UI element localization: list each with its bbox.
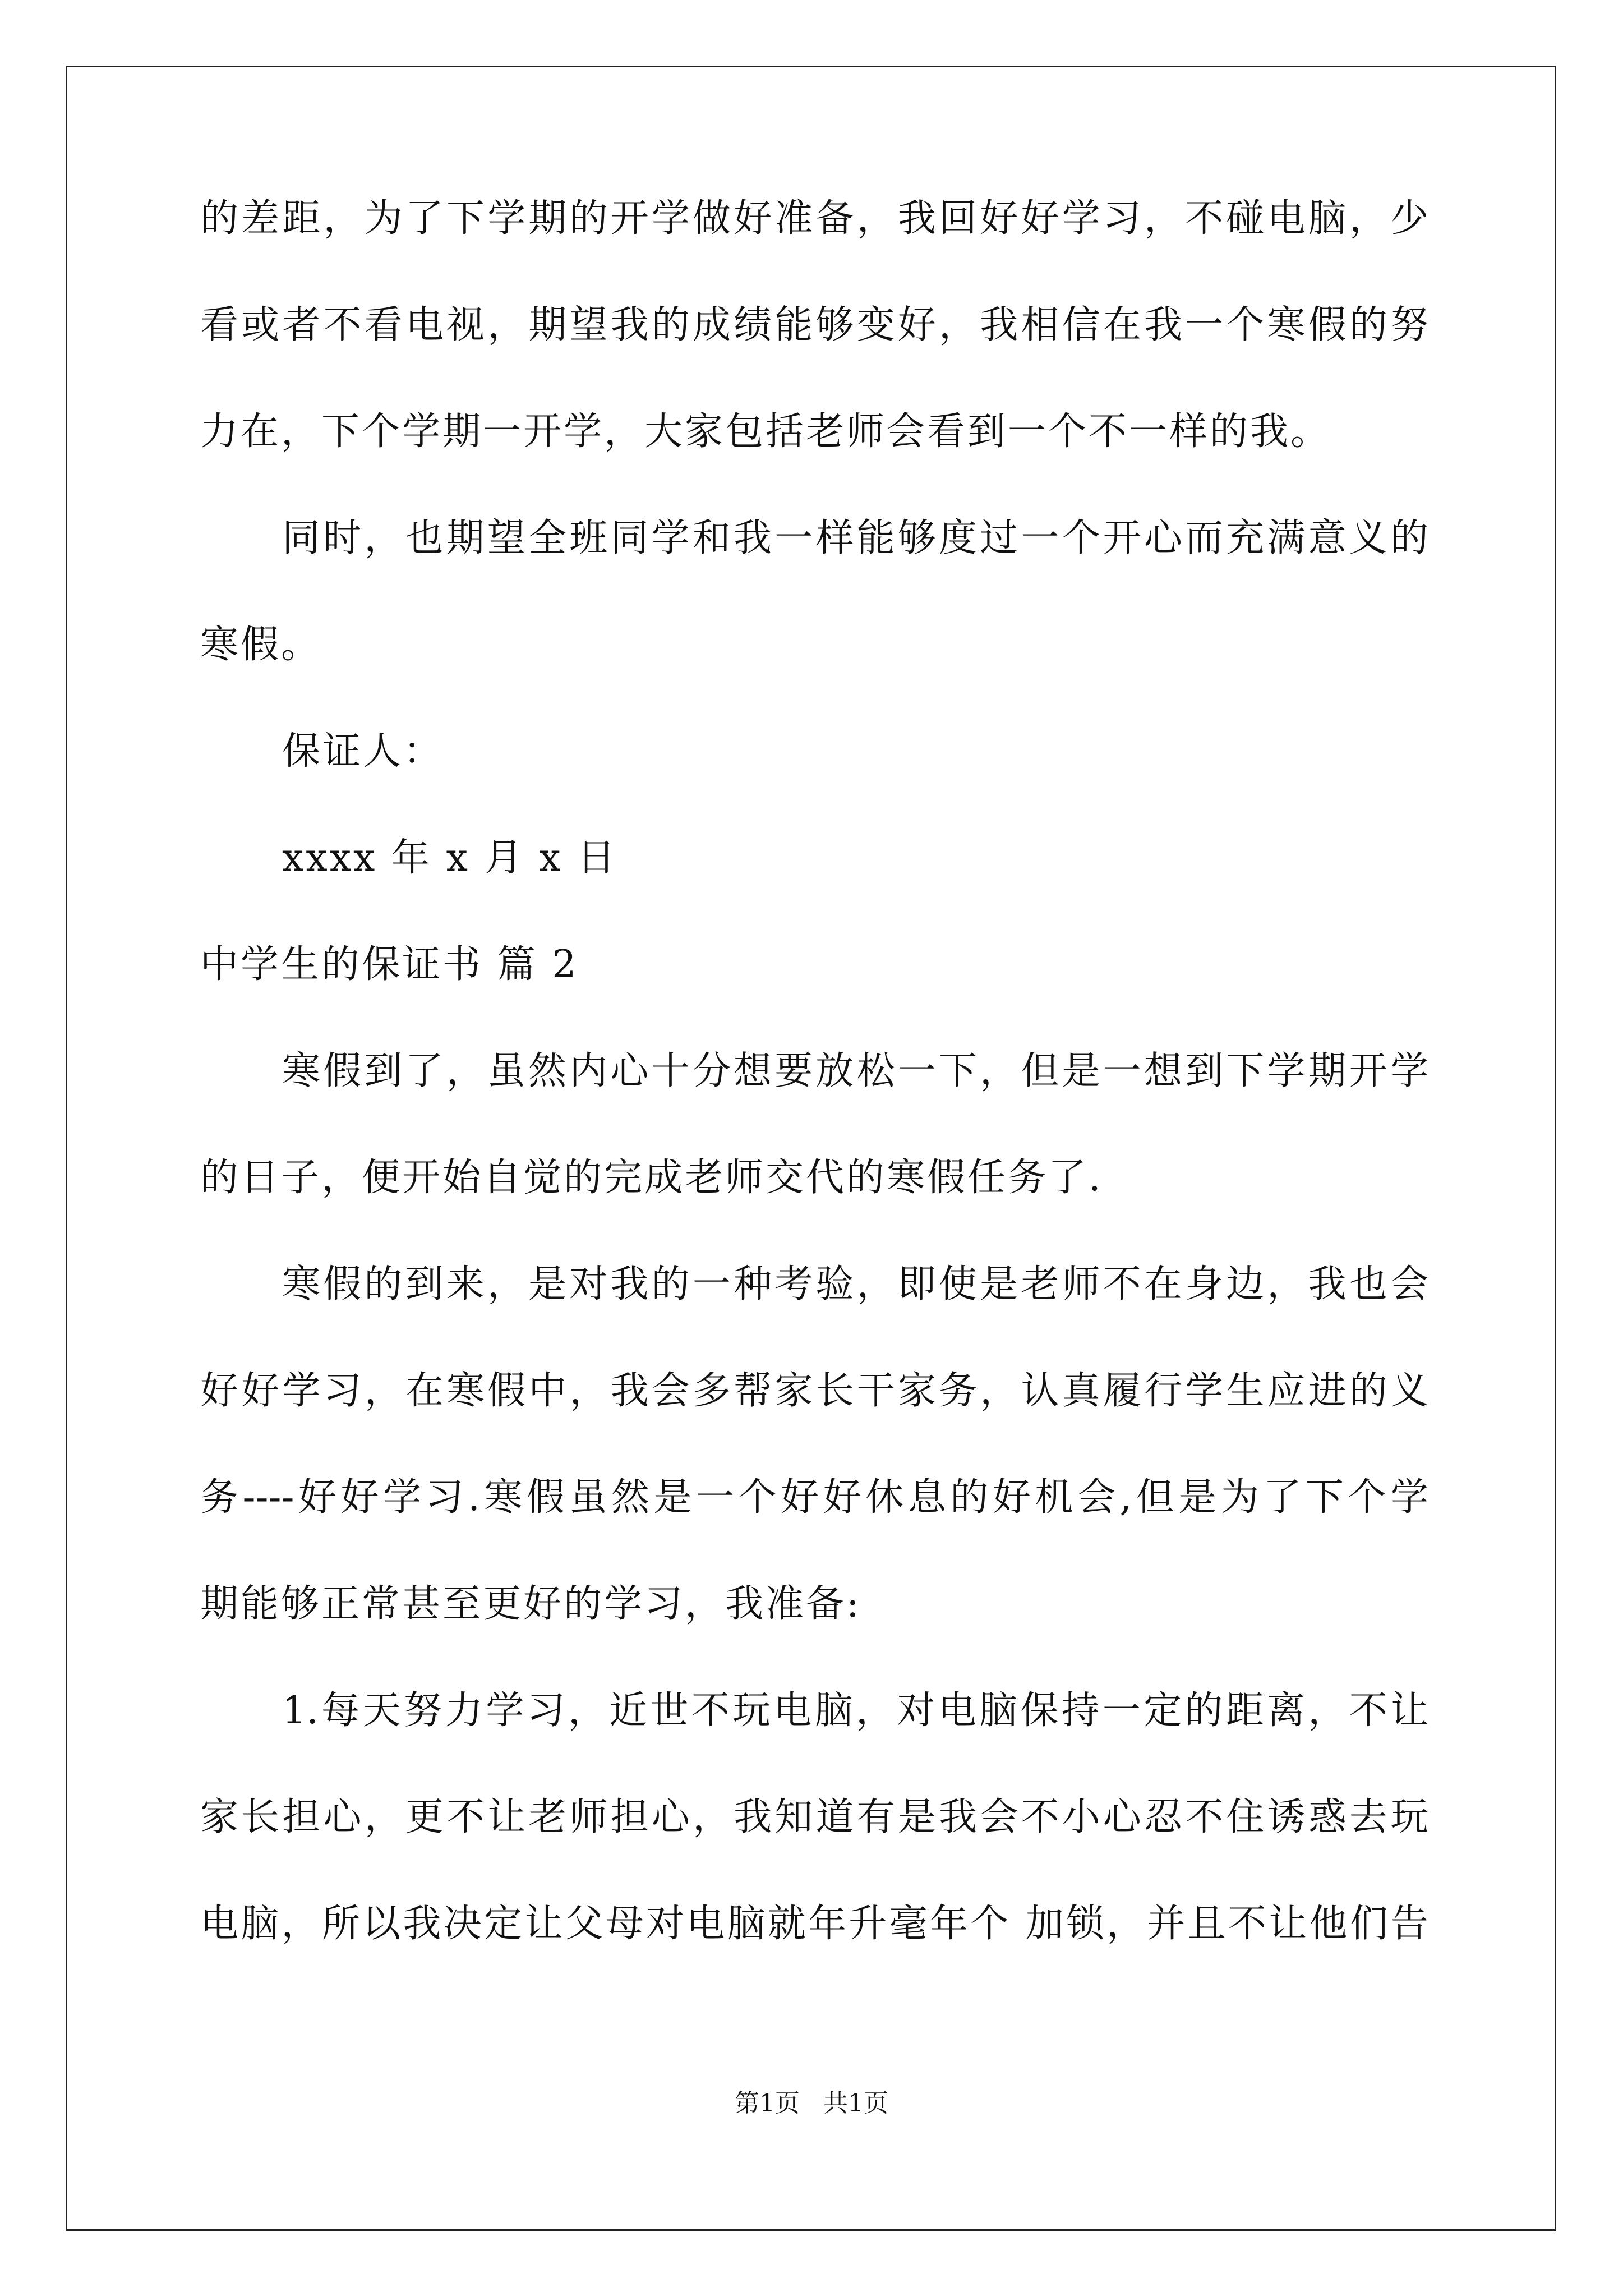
body-line: 的差距，为了下学期的开学做好准备，我回好好学习，不碰电脑，少 [200,196,1428,241]
body-line: 力在，下个学期一开学，大家包括老师会看到一个不一样的我。 [200,409,1331,454]
paragraph-start-line: 寒假到了，虽然内心十分想要放松一下，但是一想到下学期开学 [282,1049,1428,1093]
body-line: 的日子，便开始自觉的完成老师交代的寒假任务了. [200,1156,1103,1200]
body-line: 家长担心，更不让老师担心，我知道有是我会不小心忍不住诱惑去玩 [200,1795,1428,1839]
date-line: xxxx 年 x 月 x 日 [282,836,618,880]
body-line: 电脑，所以我决定让父母对电脑就年升毫年个 加锁，并且不让他们告 [200,1902,1428,1946]
page-number: 第1页 [735,2089,800,2118]
body-line: 寒假。 [200,623,322,667]
paragraph-start-line: 寒假的到来，是对我的一种考验，即使是老师不在身边，我也会 [282,1262,1428,1306]
page-total: 共1页 [823,2089,888,2118]
guarantor-label: 保证人： [282,729,444,774]
paragraph-start-line: 同时，也期望全班同学和我一样能够度过一个开心而充满意义的 [282,516,1428,560]
body-line: 好好学习，在寒假中，我会多帮家长干家务，认真履行学生应进的义 [200,1369,1428,1413]
section-heading: 中学生的保证书 篇 2 [200,942,579,987]
list-item-line: 1.每天努力学习，近世不玩电脑，对电脑保持一定的距离，不让 [282,1688,1428,1733]
body-line: 看或者不看电视，期望我的成绩能够变好，我相信在我一个寒假的努 [200,303,1428,347]
body-line: 务----好好学习.寒假虽然是一个好好休息的好机会,但是为了下个学 [200,1475,1428,1520]
body-line: 期能够正常甚至更好的学习，我准备: [200,1582,861,1626]
page-footer [0,2087,1623,2120]
